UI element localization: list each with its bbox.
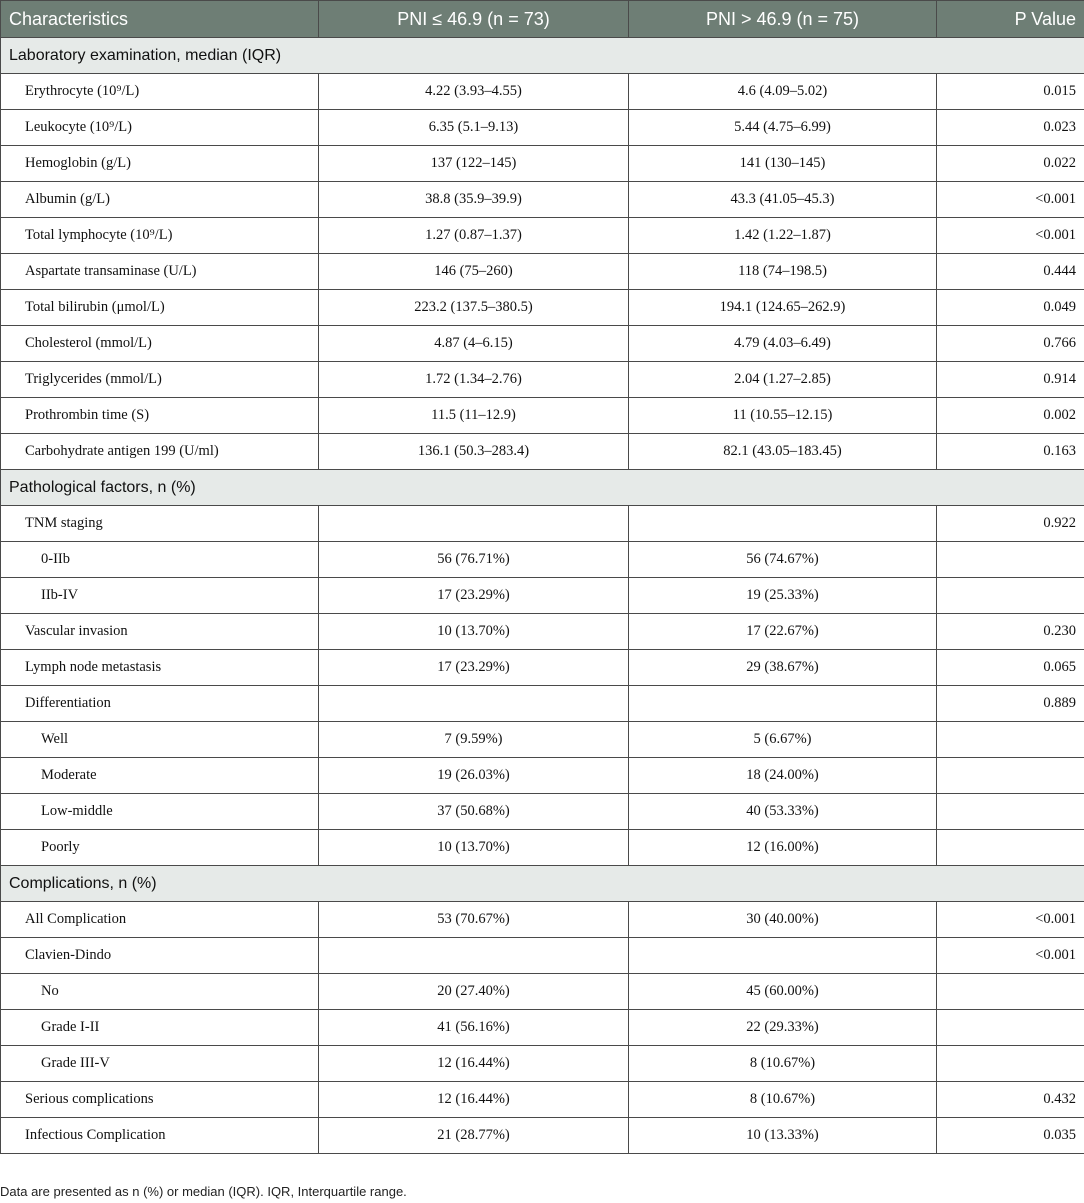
value-high-pni: 45 (60.00%) bbox=[629, 974, 937, 1010]
value-high-pni bbox=[629, 686, 937, 722]
table-row bbox=[1, 1082, 1084, 1118]
header-row bbox=[1, 1, 1084, 38]
p-value: <0.001 bbox=[937, 902, 1084, 938]
p-value: 0.035 bbox=[937, 1118, 1084, 1154]
table-row bbox=[1, 650, 1084, 686]
value-low-pni: 223.2 (137.5–380.5) bbox=[319, 290, 629, 326]
value-low-pni: 10 (13.70%) bbox=[319, 614, 629, 650]
row-label: IIb-IV bbox=[1, 578, 319, 614]
p-value: 0.432 bbox=[937, 1082, 1084, 1118]
table-row bbox=[1, 902, 1084, 938]
p-value bbox=[937, 974, 1084, 1010]
row-label: Carbohydrate antigen 199 (U/ml) bbox=[1, 434, 319, 470]
table-row bbox=[1, 218, 1084, 254]
value-high-pni bbox=[629, 506, 937, 542]
value-high-pni: 194.1 (124.65–262.9) bbox=[629, 290, 937, 326]
value-low-pni: 1.72 (1.34–2.76) bbox=[319, 362, 629, 398]
row-label: Serious complications bbox=[1, 1082, 319, 1118]
value-high-pni: 1.42 (1.22–1.87) bbox=[629, 218, 937, 254]
table-row bbox=[1, 254, 1084, 290]
value-low-pni: 4.22 (3.93–4.55) bbox=[319, 74, 629, 110]
value-low-pni: 1.27 (0.87–1.37) bbox=[319, 218, 629, 254]
row-label: No bbox=[1, 974, 319, 1010]
p-value: 0.766 bbox=[937, 326, 1084, 362]
value-high-pni: 118 (74–198.5) bbox=[629, 254, 937, 290]
p-value bbox=[937, 794, 1084, 830]
section-title: Pathological factors, n (%) bbox=[1, 470, 1084, 506]
value-high-pni: 18 (24.00%) bbox=[629, 758, 937, 794]
p-value: 0.922 bbox=[937, 506, 1084, 542]
value-low-pni: 37 (50.68%) bbox=[319, 794, 629, 830]
table-row bbox=[1, 974, 1084, 1010]
table-row bbox=[1, 74, 1084, 110]
table-row bbox=[1, 794, 1084, 830]
row-label: Cholesterol (mmol/L) bbox=[1, 326, 319, 362]
p-value: 0.889 bbox=[937, 686, 1084, 722]
row-label: TNM staging bbox=[1, 506, 319, 542]
row-label: Infectious Complication bbox=[1, 1118, 319, 1154]
row-label: Moderate bbox=[1, 758, 319, 794]
table-row bbox=[1, 362, 1084, 398]
p-value: 0.444 bbox=[937, 254, 1084, 290]
value-low-pni bbox=[319, 506, 629, 542]
value-high-pni: 5 (6.67%) bbox=[629, 722, 937, 758]
table-header bbox=[1, 1, 1084, 38]
value-low-pni: 6.35 (5.1–9.13) bbox=[319, 110, 629, 146]
row-label: Aspartate transaminase (U/L) bbox=[1, 254, 319, 290]
table-row bbox=[1, 758, 1084, 794]
value-high-pni: 11 (10.55–12.15) bbox=[629, 398, 937, 434]
value-low-pni: 19 (26.03%) bbox=[319, 758, 629, 794]
value-low-pni: 20 (27.40%) bbox=[319, 974, 629, 1010]
value-high-pni: 4.6 (4.09–5.02) bbox=[629, 74, 937, 110]
section-row bbox=[1, 38, 1084, 74]
row-label: Grade III-V bbox=[1, 1046, 319, 1082]
table-row bbox=[1, 326, 1084, 362]
table-row bbox=[1, 686, 1084, 722]
table-row bbox=[1, 830, 1084, 866]
value-low-pni: 21 (28.77%) bbox=[319, 1118, 629, 1154]
p-value: 0.002 bbox=[937, 398, 1084, 434]
row-label: 0-IIb bbox=[1, 542, 319, 578]
row-label: Total bilirubin (μmol/L) bbox=[1, 290, 319, 326]
table-row bbox=[1, 146, 1084, 182]
value-high-pni: 29 (38.67%) bbox=[629, 650, 937, 686]
table-row bbox=[1, 434, 1084, 470]
table-row bbox=[1, 722, 1084, 758]
value-low-pni: 4.87 (4–6.15) bbox=[319, 326, 629, 362]
row-label: Leukocyte (10⁹/L) bbox=[1, 110, 319, 146]
value-high-pni: 17 (22.67%) bbox=[629, 614, 937, 650]
value-high-pni: 82.1 (43.05–183.45) bbox=[629, 434, 937, 470]
p-value bbox=[937, 1046, 1084, 1082]
p-value: 0.914 bbox=[937, 362, 1084, 398]
value-high-pni: 22 (29.33%) bbox=[629, 1010, 937, 1046]
table-row bbox=[1, 1010, 1084, 1046]
row-label: All Complication bbox=[1, 902, 319, 938]
value-low-pni: 10 (13.70%) bbox=[319, 830, 629, 866]
p-value: 0.163 bbox=[937, 434, 1084, 470]
row-label: Hemoglobin (g/L) bbox=[1, 146, 319, 182]
header-p-value: P Value bbox=[937, 1, 1084, 38]
p-value: <0.001 bbox=[937, 182, 1084, 218]
table-row bbox=[1, 614, 1084, 650]
table-row bbox=[1, 1118, 1084, 1154]
table-row bbox=[1, 542, 1084, 578]
row-label: Differentiation bbox=[1, 686, 319, 722]
header-characteristics: Characteristics bbox=[1, 1, 319, 38]
section-row bbox=[1, 470, 1084, 506]
value-high-pni: 141 (130–145) bbox=[629, 146, 937, 182]
value-high-pni: 2.04 (1.27–2.85) bbox=[629, 362, 937, 398]
p-value: 0.065 bbox=[937, 650, 1084, 686]
row-label: Triglycerides (mmol/L) bbox=[1, 362, 319, 398]
table-body bbox=[1, 38, 1084, 1154]
p-value: 0.049 bbox=[937, 290, 1084, 326]
value-high-pni: 12 (16.00%) bbox=[629, 830, 937, 866]
table-row bbox=[1, 578, 1084, 614]
row-label: Well bbox=[1, 722, 319, 758]
row-label: Albumin (g/L) bbox=[1, 182, 319, 218]
value-low-pni: 11.5 (11–12.9) bbox=[319, 398, 629, 434]
p-value: 0.230 bbox=[937, 614, 1084, 650]
value-high-pni: 40 (53.33%) bbox=[629, 794, 937, 830]
value-low-pni bbox=[319, 686, 629, 722]
header-group-low-pni: PNI ≤ 46.9 (n = 73) bbox=[319, 1, 629, 38]
table-row bbox=[1, 182, 1084, 218]
p-value bbox=[937, 578, 1084, 614]
value-low-pni: 38.8 (35.9–39.9) bbox=[319, 182, 629, 218]
row-label: Poorly bbox=[1, 830, 319, 866]
row-label: Grade I-II bbox=[1, 1010, 319, 1046]
value-low-pni: 56 (76.71%) bbox=[319, 542, 629, 578]
table-row bbox=[1, 938, 1084, 974]
p-value bbox=[937, 758, 1084, 794]
p-value bbox=[937, 830, 1084, 866]
value-high-pni: 8 (10.67%) bbox=[629, 1082, 937, 1118]
value-low-pni: 41 (56.16%) bbox=[319, 1010, 629, 1046]
row-label: Prothrombin time (S) bbox=[1, 398, 319, 434]
value-high-pni: 4.79 (4.03–6.49) bbox=[629, 326, 937, 362]
section-row bbox=[1, 866, 1084, 902]
table-footnote: Data are presented as n (%) or median (IQR). IQR, Interquartile range. bbox=[0, 1184, 407, 1199]
p-value bbox=[937, 542, 1084, 578]
value-low-pni: 7 (9.59%) bbox=[319, 722, 629, 758]
value-low-pni: 12 (16.44%) bbox=[319, 1082, 629, 1118]
value-high-pni: 10 (13.33%) bbox=[629, 1118, 937, 1154]
value-high-pni: 19 (25.33%) bbox=[629, 578, 937, 614]
row-label: Clavien-Dindo bbox=[1, 938, 319, 974]
p-value bbox=[937, 1010, 1084, 1046]
p-value: 0.022 bbox=[937, 146, 1084, 182]
p-value: <0.001 bbox=[937, 938, 1084, 974]
row-label: Total lymphocyte (10⁹/L) bbox=[1, 218, 319, 254]
value-high-pni bbox=[629, 938, 937, 974]
value-high-pni: 56 (74.67%) bbox=[629, 542, 937, 578]
value-low-pni: 137 (122–145) bbox=[319, 146, 629, 182]
row-label: Erythrocyte (10⁹/L) bbox=[1, 74, 319, 110]
value-low-pni: 17 (23.29%) bbox=[319, 578, 629, 614]
p-value: 0.023 bbox=[937, 110, 1084, 146]
section-title: Complications, n (%) bbox=[1, 866, 1084, 902]
table-row bbox=[1, 506, 1084, 542]
section-title: Laboratory examination, median (IQR) bbox=[1, 38, 1084, 74]
table-row bbox=[1, 110, 1084, 146]
header-group-high-pni: PNI > 46.9 (n = 75) bbox=[629, 1, 937, 38]
p-value: <0.001 bbox=[937, 218, 1084, 254]
row-label: Low-middle bbox=[1, 794, 319, 830]
row-label: Lymph node metastasis bbox=[1, 650, 319, 686]
value-low-pni: 17 (23.29%) bbox=[319, 650, 629, 686]
value-high-pni: 8 (10.67%) bbox=[629, 1046, 937, 1082]
value-high-pni: 43.3 (41.05–45.3) bbox=[629, 182, 937, 218]
value-low-pni: 146 (75–260) bbox=[319, 254, 629, 290]
value-high-pni: 5.44 (4.75–6.99) bbox=[629, 110, 937, 146]
row-label: Vascular invasion bbox=[1, 614, 319, 650]
p-value: 0.015 bbox=[937, 74, 1084, 110]
value-low-pni: 53 (70.67%) bbox=[319, 902, 629, 938]
value-low-pni: 12 (16.44%) bbox=[319, 1046, 629, 1082]
value-low-pni bbox=[319, 938, 629, 974]
value-low-pni: 136.1 (50.3–283.4) bbox=[319, 434, 629, 470]
value-high-pni: 30 (40.00%) bbox=[629, 902, 937, 938]
table-row bbox=[1, 1046, 1084, 1082]
table-row bbox=[1, 290, 1084, 326]
table-row bbox=[1, 398, 1084, 434]
p-value bbox=[937, 722, 1084, 758]
